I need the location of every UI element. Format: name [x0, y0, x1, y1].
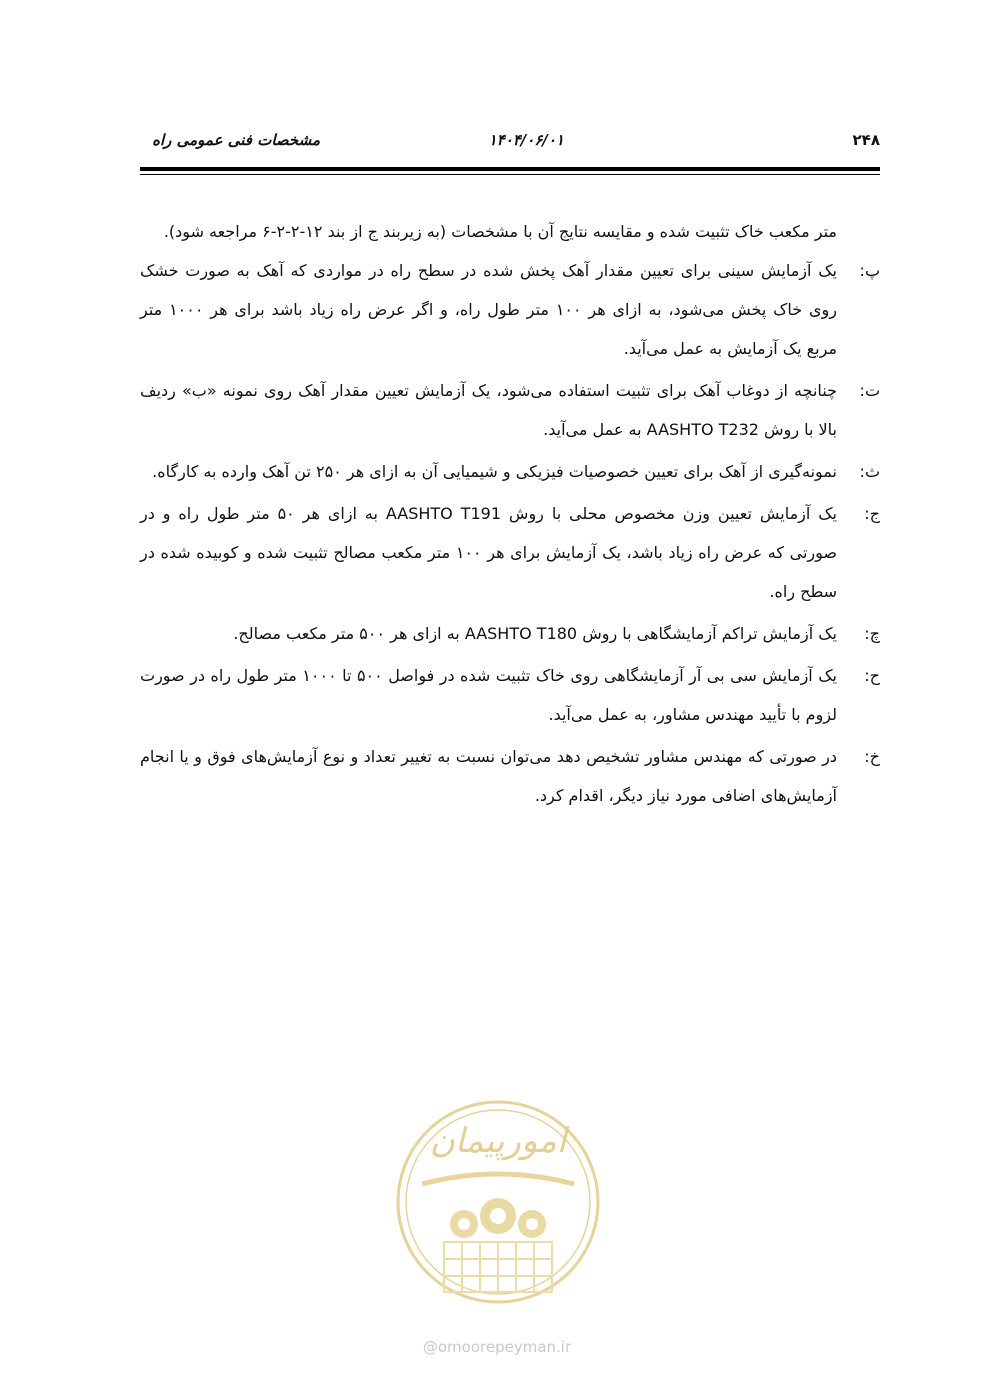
list-item-text: نمونه‌گیری از آهک برای تعیین خصوصیات فیزیکی و شیمیایی آن به ازای هر ۲۵۰ تن آهک وارده به کارگاه.: [152, 462, 837, 481]
list-item: [140, 371, 880, 449]
list-item: [140, 737, 880, 815]
header-date: ۱۴۰۴/۰۶/۰۱: [488, 131, 564, 149]
body-content: [140, 212, 880, 818]
list-item: [140, 452, 880, 491]
list-item-text: یک آزمایش تراکم آزمایشگاهی با روش AASHTO T180 به ازای هر ۵۰۰ متر مکعب مصالح.: [233, 624, 837, 643]
list-item-marker: ج:: [864, 504, 880, 523]
list-item-marker: چ:: [864, 624, 880, 643]
watermark-logo-icon: [392, 1092, 604, 1328]
watermark-logo-text: امورپیمان: [429, 1121, 567, 1161]
header-title: مشخصات فنی عمومی راه: [152, 131, 320, 149]
list-item-text: در صورتی که مهندس مشاور تشخیص دهد می‌توان نسبت به تغییر تعداد و نوع آزمایش‌های فوق و یا انجام آزمایش‌های اضافی مورد نیاز دیگر، اقدام کرد.: [140, 747, 837, 805]
header-rule-thick: [140, 167, 880, 171]
list-item-marker: خ:: [864, 747, 880, 766]
list-item-marker: پ:: [859, 261, 880, 280]
page-header: [140, 125, 880, 155]
list-item-marker: ت:: [859, 381, 880, 400]
page-number: ۲۴۸: [852, 131, 880, 149]
list-item-marker: ث:: [859, 462, 880, 481]
intro-paragraph: متر مکعب خاک تثبیت شده و مقایسه نتایج آن با مشخصات (به زیربند ج از بند ۱۲-۲-۲-۶ مراجعه شود).: [163, 222, 837, 241]
list-item-marker: ح:: [864, 666, 880, 685]
list-item: [140, 251, 880, 368]
header-rule-thin: [140, 174, 880, 175]
list-item-text: یک آزمایش تعیین وزن مخصوص محلی با روش AASHTO T191 به ازای هر ۵۰ متر طول راه و در صورتی که عرض راه زیاد باشد، یک آزمایش برای هر ۱۰۰ متر مکعب مصالح تثبیت شده و کوبیده شده در سطح راه.: [140, 504, 838, 601]
list-item-text: چنانچه از دوغاب آهک برای تثبیت استفاده می‌شود، یک آزمایش تعیین مقدار آهک روی نمونه «ب» ردیف بالا با روش AASHTO T232 به عمل می‌آید.: [140, 381, 837, 439]
list-item: [140, 614, 880, 653]
list-item: [140, 656, 880, 734]
list-item: [140, 494, 880, 611]
watermark-caption: @omoorepeyman.ir: [422, 1338, 572, 1356]
list-item-text: یک آزمایش سی بی آر آزمایشگاهی روی خاک تثبیت شده در فواصل ۵۰۰ تا ۱۰۰۰ متر طول راه در صورت لزوم با تأیید مهندس مشاور، به عمل می‌آید.: [140, 666, 838, 724]
list-item-text: یک آزمایش سینی برای تعیین مقدار آهک پخش شده در سطح راه در مواردی که آهک به صورت خشک روی خاک پخش می‌شود، به ازای هر ۱۰۰ متر طول راه، و اگر عرض راه زیاد باشد برای هر ۱۰۰۰ متر مربع یک آزمایش به عمل می‌آید.: [140, 261, 838, 358]
